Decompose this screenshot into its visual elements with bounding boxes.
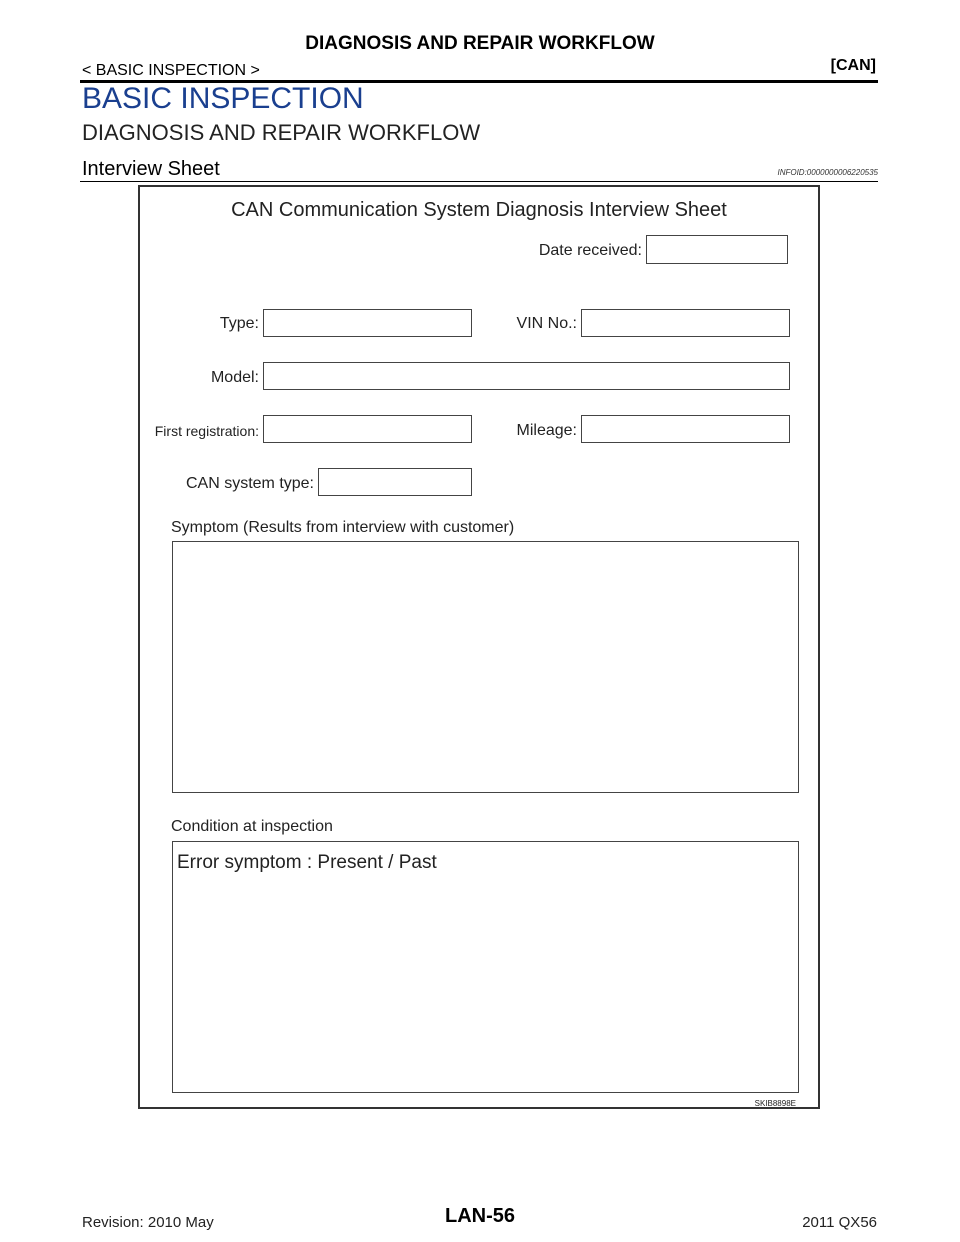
condition-field[interactable] bbox=[172, 841, 799, 1093]
mileage-label: Mileage: bbox=[516, 422, 577, 439]
header-title: DIAGNOSIS AND REPAIR WORKFLOW bbox=[305, 33, 655, 54]
model-label: Model: bbox=[210, 369, 259, 386]
model-year-text: 2011 QX56 bbox=[802, 1214, 877, 1231]
date-received-label: Date received: bbox=[538, 242, 642, 259]
form-title: CAN Communication System Diagnosis Interview Sheet bbox=[231, 199, 727, 221]
section-title: BASIC INSPECTION bbox=[82, 82, 364, 115]
info-id: INFOID:0000000006220535 bbox=[777, 168, 878, 177]
figure-code: SKIB8898E bbox=[754, 1099, 796, 1108]
type-field[interactable] bbox=[263, 309, 472, 337]
breadcrumb: < BASIC INSPECTION > bbox=[82, 62, 260, 79]
symptom-label: Symptom (Results from interview with customer) bbox=[171, 519, 515, 536]
section-subtitle: DIAGNOSIS AND REPAIR WORKFLOW bbox=[82, 120, 481, 145]
can-system-type-field[interactable] bbox=[318, 468, 472, 496]
revision-text: Revision: 2010 May bbox=[82, 1214, 214, 1231]
type-label: Type: bbox=[219, 315, 259, 332]
model-field[interactable] bbox=[263, 362, 790, 390]
vin-label: VIN No.: bbox=[516, 315, 577, 332]
date-received-field[interactable] bbox=[646, 235, 788, 264]
topic-divider bbox=[80, 181, 878, 182]
section-tag: [CAN] bbox=[830, 57, 876, 74]
vin-field[interactable] bbox=[581, 309, 790, 337]
condition-label: Condition at inspection bbox=[171, 818, 333, 835]
first-registration-field[interactable] bbox=[263, 415, 472, 443]
error-symptom-text: Error symptom : Present / Past bbox=[177, 852, 437, 873]
topic-title: Interview Sheet bbox=[82, 158, 220, 180]
mileage-field[interactable] bbox=[581, 415, 790, 443]
symptom-field[interactable] bbox=[172, 541, 799, 793]
page-number: LAN-56 bbox=[444, 1205, 515, 1227]
first-registration-label: First registration: bbox=[154, 423, 259, 439]
can-system-type-label: CAN system type: bbox=[185, 475, 314, 492]
